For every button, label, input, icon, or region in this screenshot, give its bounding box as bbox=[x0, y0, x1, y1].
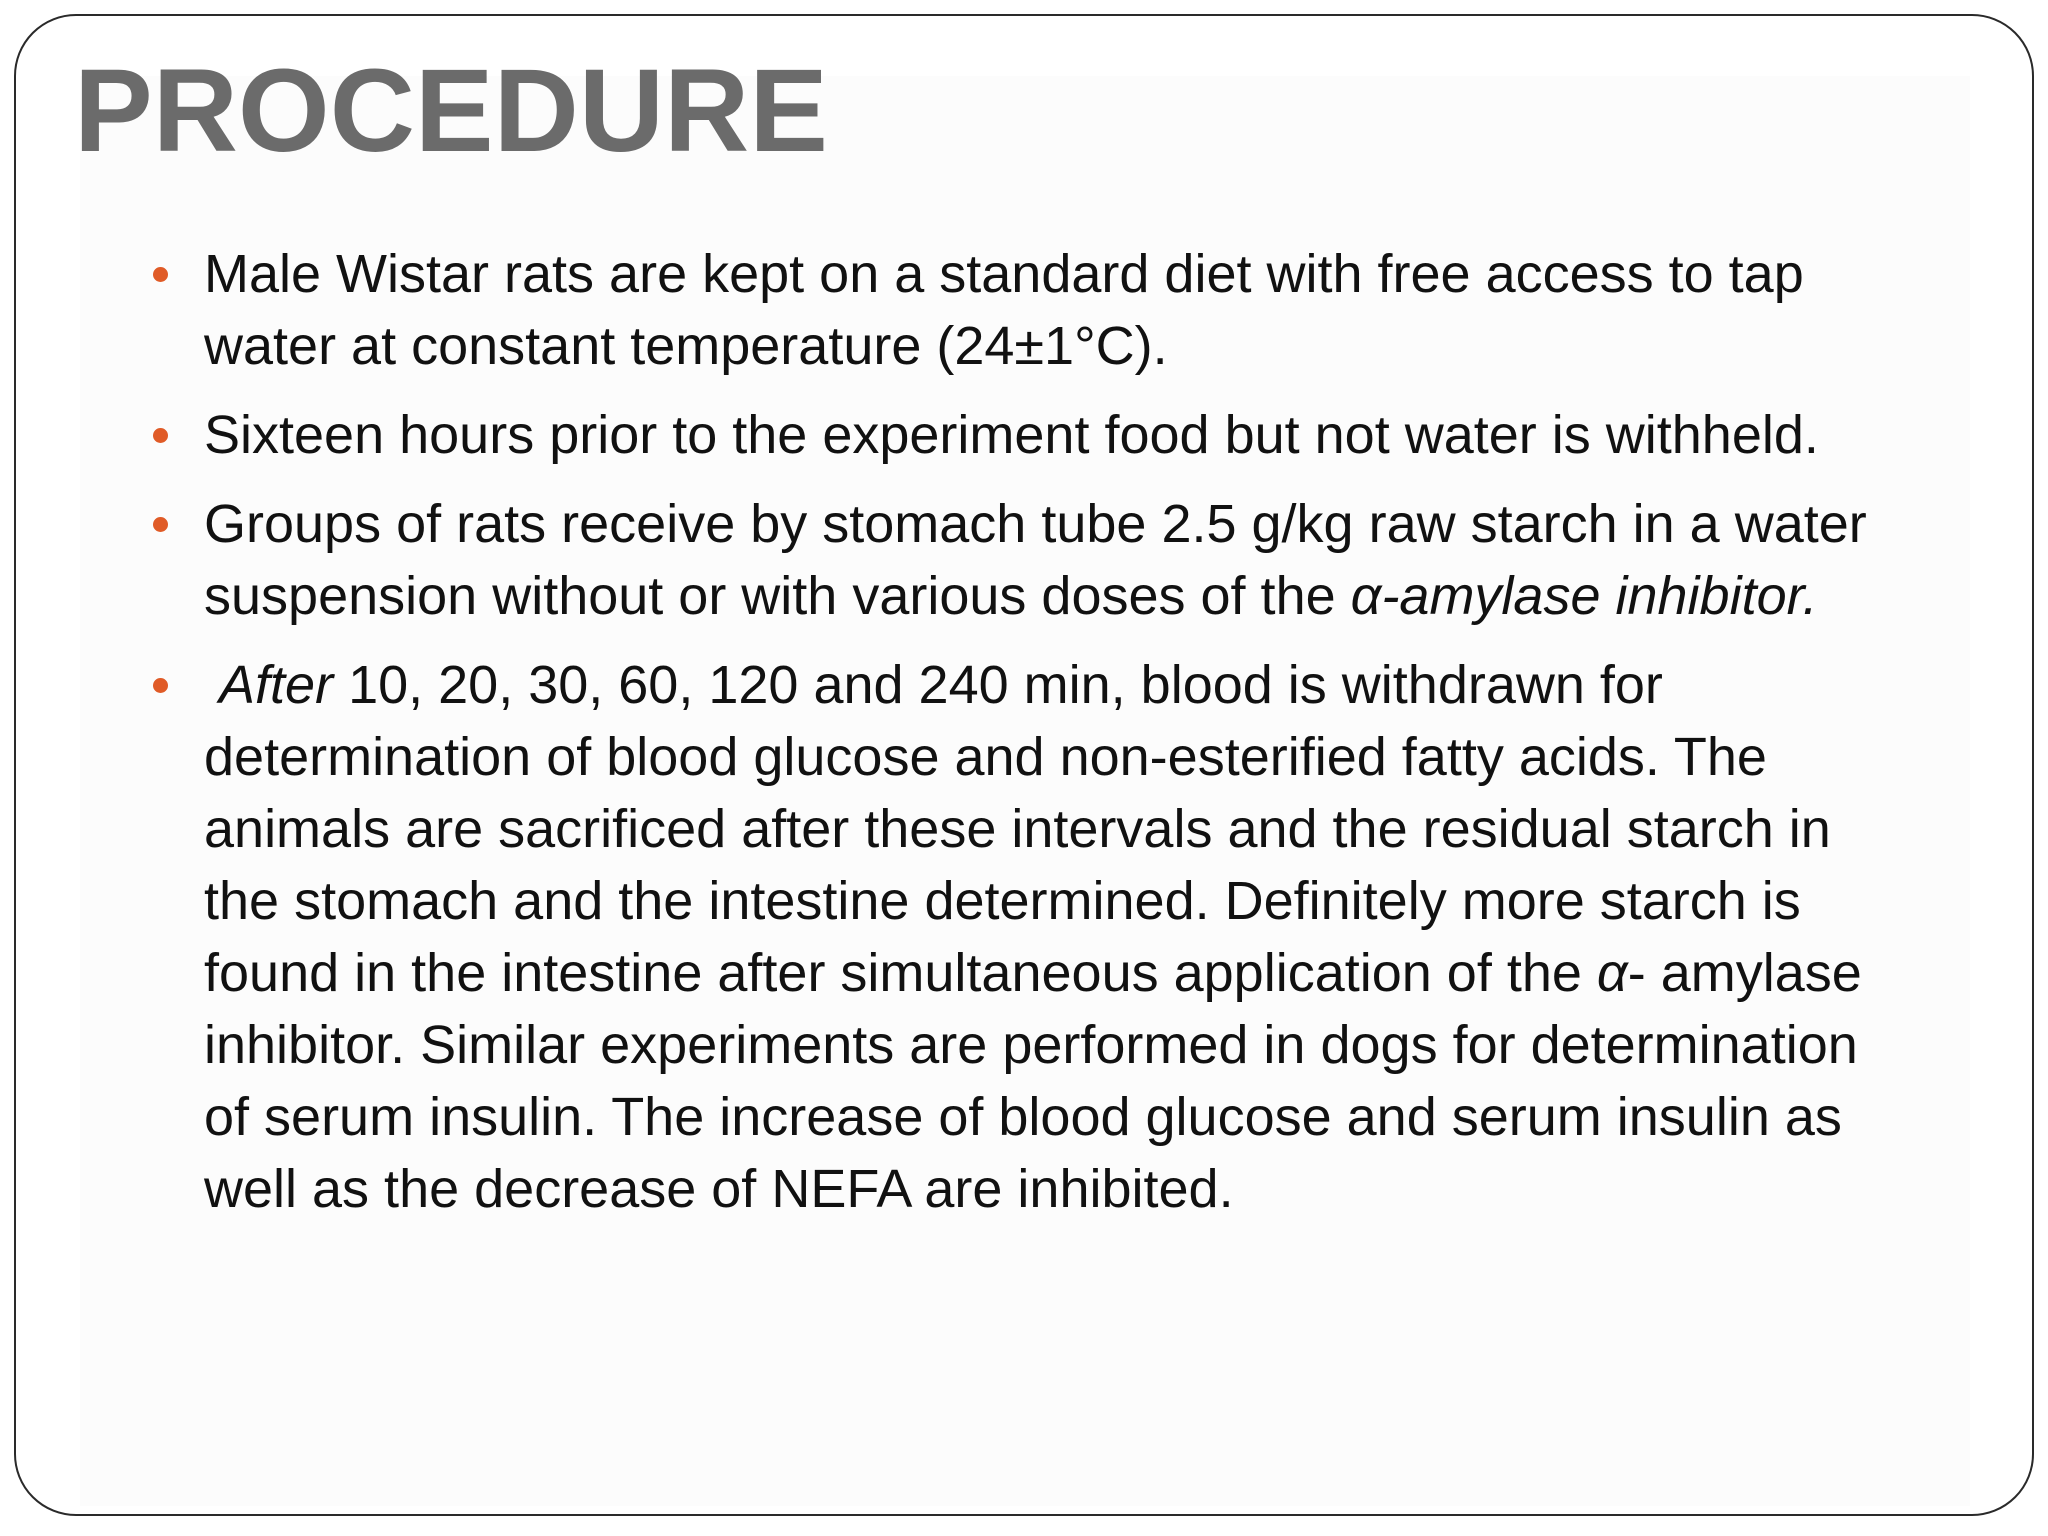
bullet-item-3 bbox=[16, 488, 2016, 632]
bullet-dot-icon bbox=[153, 678, 168, 693]
bullet-dot-icon bbox=[153, 517, 168, 532]
bullet-item-2 bbox=[16, 399, 2016, 471]
bullet-text bbox=[204, 649, 1894, 1225]
bullet-text-segment: 10, 20, 30, 60, 120 and 240 min, blood is withdrawn for determination of blood glucose and non-esterified fatty acids. The animals are sacrificed after these intervals and the residual starch in the stomach and the intestine determined. Definitely more starch is found in the intestine after simultaneous application of the bbox=[204, 655, 1831, 1003]
bullet-dot-icon bbox=[153, 267, 168, 282]
bullet-dot-icon bbox=[153, 428, 168, 443]
slide-title: PROCEDURE bbox=[74, 45, 828, 177]
bullet-list bbox=[16, 238, 2016, 1242]
italic-term: After bbox=[219, 655, 334, 715]
bullet-text: Sixteen hours prior to the experiment food but not water is withheld. bbox=[204, 405, 1819, 465]
alpha-symbol: α bbox=[1596, 943, 1628, 1003]
italic-term: α-amylase inhibitor. bbox=[1350, 566, 1818, 626]
bullet-item-4 bbox=[16, 649, 2016, 1225]
bullet-text: Male Wistar rats are kept on a standard diet with free access to tap water at constant temperature (24±1°C). bbox=[204, 244, 1804, 376]
bullet-text bbox=[204, 488, 1894, 632]
bullet-text-segment: Groups of rats receive by stomach tube 2.5 g/kg raw starch in a water suspension without or with various doses of the bbox=[204, 494, 1867, 626]
bullet-item-1 bbox=[16, 238, 2016, 382]
bullet-text-segment: - amylase inhibitor. Similar experiments are performed in dogs for determination of serum insulin. The increase of blood glucose and serum insulin as well as the decrease of NEFA are inhibited. bbox=[204, 943, 1862, 1219]
slide-frame bbox=[14, 14, 2034, 1516]
